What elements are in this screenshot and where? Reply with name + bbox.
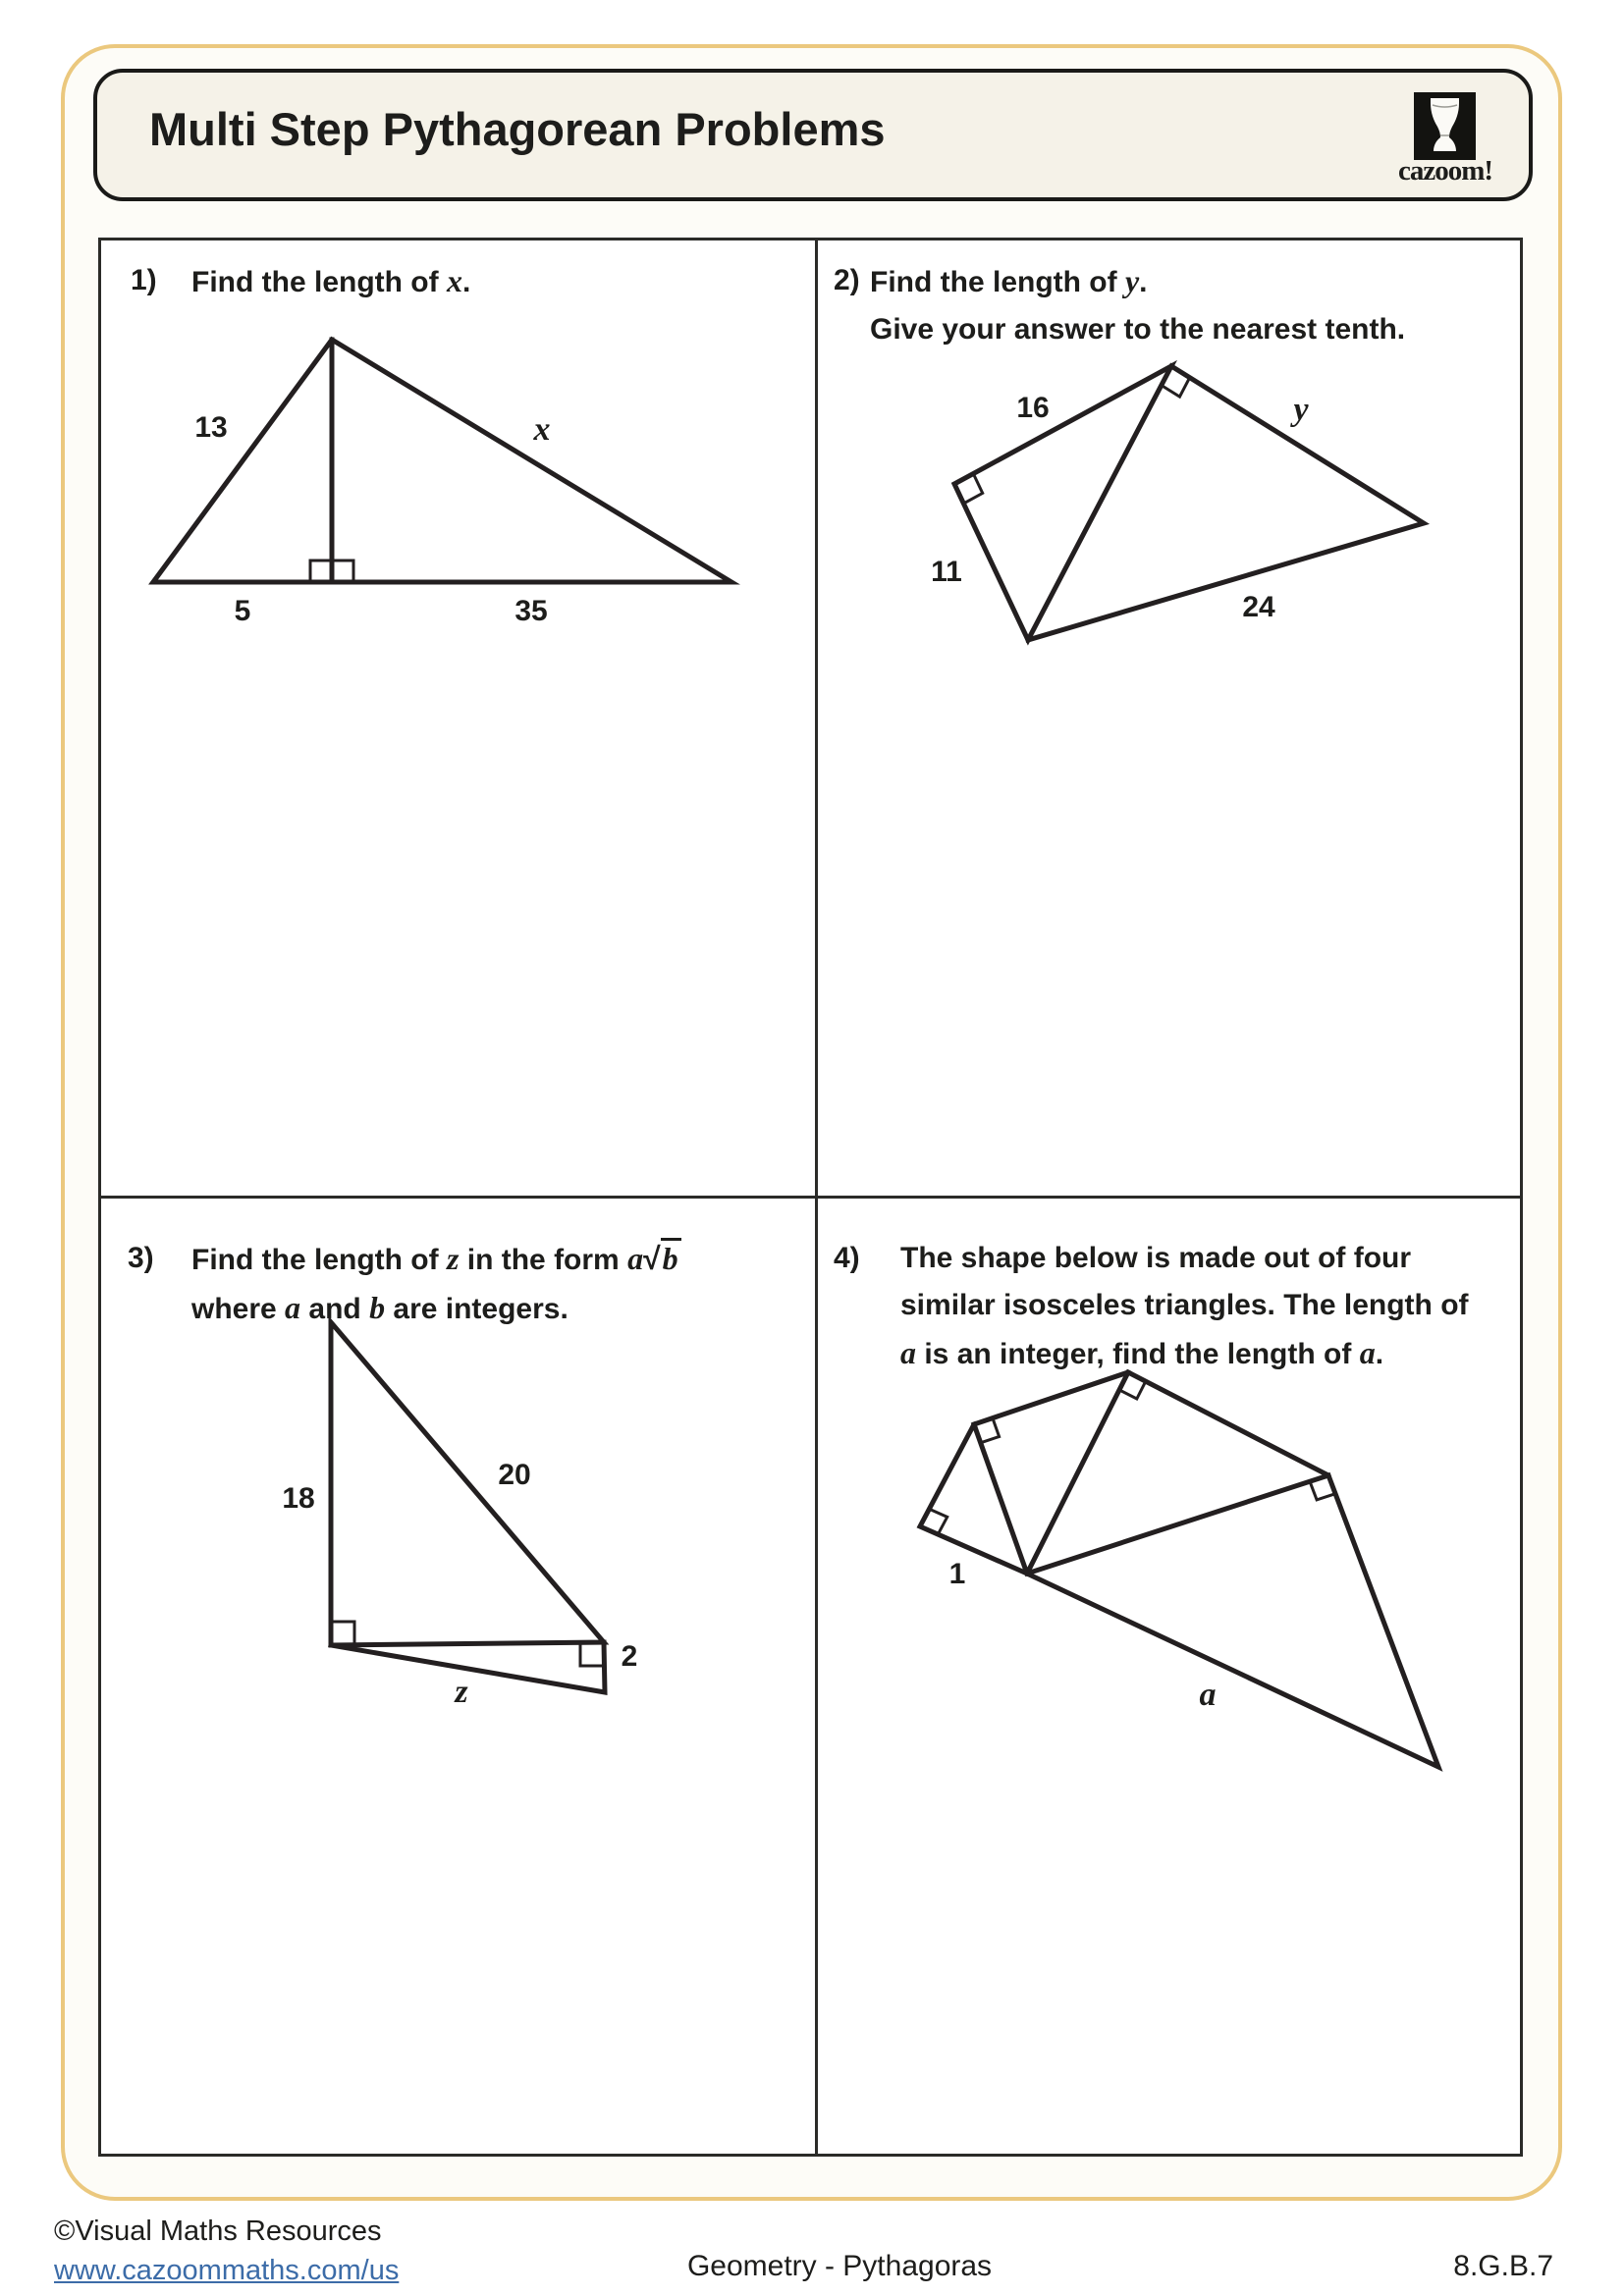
side-label: 35 <box>514 595 548 627</box>
side-label: 13 <box>194 411 228 444</box>
p3-text-d: and <box>300 1293 370 1325</box>
p2-text-end: . <box>1139 266 1148 298</box>
p1-text-end: . <box>461 266 471 298</box>
grid-horizontal-divider <box>101 1196 1520 1199</box>
side-label: 5 <box>234 595 251 627</box>
p3-text-b: in the form <box>459 1244 628 1276</box>
side-label: 20 <box>498 1459 531 1491</box>
problem-3-number: 3) <box>128 1242 154 1274</box>
side-label: y <box>1293 392 1309 428</box>
side-label: z <box>455 1674 468 1710</box>
p4-text: is an integer, find the length of <box>916 1338 1360 1370</box>
side-label: 11 <box>931 556 962 588</box>
cazoom-logo <box>1414 92 1476 160</box>
side-label: 1 <box>948 1558 966 1590</box>
p3-variable-b: b <box>661 1238 681 1276</box>
problem-4-statement <box>900 1235 1469 1378</box>
problem-2-number: 2) <box>834 264 860 296</box>
p2-instruction: Give your answer to the nearest tenth. <box>870 313 1406 346</box>
problem-1-statement <box>191 257 470 306</box>
problem-grid <box>98 238 1523 2157</box>
side-label: x <box>533 411 551 448</box>
radical-sign: √ <box>643 1241 661 1276</box>
p1-text: Find the length of <box>191 266 447 298</box>
side-label: 24 <box>1242 591 1275 623</box>
p4-line2: similar isosceles triangles. The length of <box>900 1289 1469 1321</box>
side-label: 18 <box>282 1482 315 1515</box>
side-label: 2 <box>621 1640 638 1673</box>
problem-2-statement <box>870 257 1405 353</box>
problem-4-number: 4) <box>834 1242 860 1274</box>
p3-text-a: Find the length of <box>191 1244 447 1276</box>
p4-variable-a2: a <box>1359 1335 1376 1370</box>
standard-code: 8.G.B.7 <box>1453 2250 1553 2282</box>
p3-text-e: are integers. <box>385 1293 568 1325</box>
p3-variable-b2: b <box>369 1290 386 1325</box>
problem-1-number: 1) <box>131 264 157 296</box>
page-title: Multi Step Pythagorean Problems <box>149 103 886 155</box>
side-label: a <box>1199 1677 1217 1713</box>
copyright-text: ©Visual Maths Resources <box>54 2216 382 2247</box>
side-label: 16 <box>1016 392 1050 424</box>
djembe-drum-icon <box>1414 92 1476 160</box>
p3-variable-z: z <box>446 1241 460 1276</box>
website-link[interactable]: www.cazoommaths.com/us <box>54 2255 400 2286</box>
cazoom-logo-text: cazoom! <box>1397 155 1493 187</box>
p3-variable-a: a <box>627 1241 644 1276</box>
p2-variable: y <box>1124 263 1140 298</box>
p4-variable-a: a <box>900 1335 916 1370</box>
p3-variable-a2: a <box>285 1290 301 1325</box>
problem-3-statement <box>191 1235 681 1333</box>
p1-variable: x <box>446 263 462 298</box>
p4-line1: The shape below is made out of four <box>900 1242 1412 1274</box>
footer-topic: Geometry - Pythagoras <box>686 2250 993 2282</box>
p4-text-end: . <box>1375 1338 1384 1370</box>
p3-text-c: where <box>191 1293 286 1325</box>
p2-text: Find the length of <box>870 266 1125 298</box>
